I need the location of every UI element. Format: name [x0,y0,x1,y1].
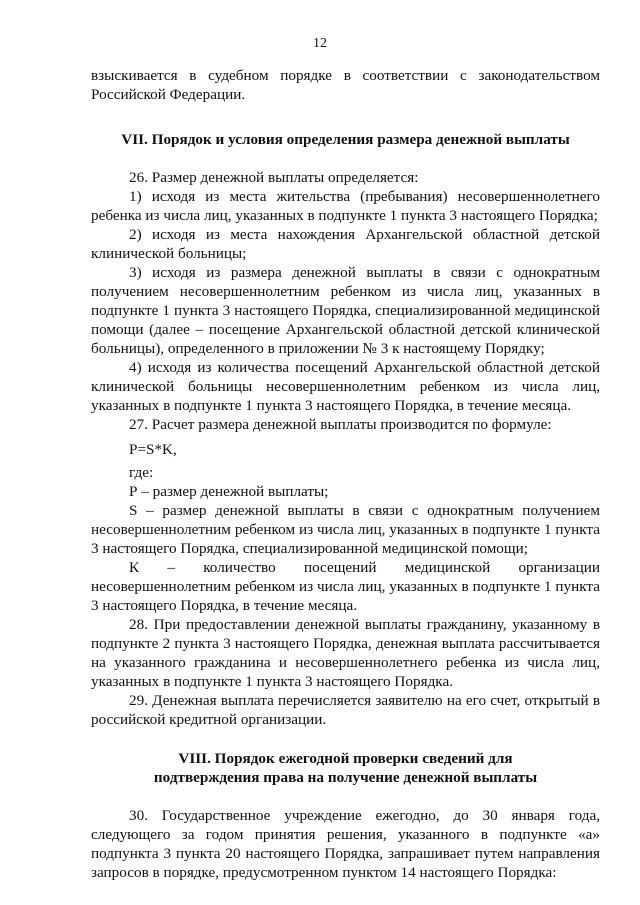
page-number: 12 [313,36,327,51]
paragraph-26-item-2: 2) исходя из места нахождения Архангельской областной детской клинической больницы; [91,226,600,262]
definition-s: S – размер денежной выплаты в связи с однократным получением несовершеннолетним ребенком из числа лиц, указанных в подпункте 1 пункта 3 настоящего Порядка, специализированной медицинской помощи; [91,502,600,557]
section-8-title-line-2: подтверждения права на получение денежной выплаты [153,769,538,786]
formula-where: где: [129,464,154,481]
paragraph-26-item-3: 3) исходя из размера денежной выплаты в связи с однократным получением несовершеннолетним ребенком из числа лиц, указанных в подпункте 1 пункта 3 настоящего Порядка, специализированной медицинской помощи (далее – посещение Архангельской областной детской клинической больницы), определенного в приложении № 3 к настоящему Порядку; [91,264,600,357]
paragraph-continuation: взыскивается в судебном порядке в соответствии с законодательством Российской Федерации. [91,67,600,103]
definition-k: К – количество посещений медицинской организации несовершеннолетним ребенком из числа лиц, указанных в подпункте 1 пункта 3 настоящего Порядка, в течение месяца. [91,559,600,614]
paragraph-26: 26. Размер денежной выплаты определяется: [129,169,419,186]
document-body [91,66,600,882]
paragraph-26-item-4: 4) исходя из количества посещений Архангельской областной детской клинической больницы несовершеннолетним ребенком из числа лиц, указанных в подпункте 1 пункта 3 настоящего Порядка, в течение месяца. [91,359,600,414]
paragraph-28: 28. При предоставлении денежной выплаты гражданину, указанному в подпункте 2 пункта 3 настоящего Порядка, денежная выплата рассчитывается на указанного гражданина и несовершеннолетнего ребенка из числа лиц, указанных в подпункте 1 пункта 3 настоящего Порядка. [91,616,600,690]
section-8-title [91,749,600,787]
paragraph-29: 29. Денежная выплата перечисляется заявителю на его счет, открытый в российской кредитной организации. [91,692,600,728]
section-7-title: VII. Порядок и условия определения размера денежной выплаты [121,131,570,148]
section-8-title-line-1: VIII. Порядок ежегодной проверки сведений для [178,750,513,767]
formula: P=S*K, [129,441,177,458]
paragraph-30: 30. Государственное учреждение ежегодно, до 30 января года, следующего за годом принятия решения, указанного в подпункте «а» подпункта 3 пункта 20 настоящего Порядка, запрашивает путем направления запросов в порядке, предусмотренном пунктом 14 настоящего Порядка: [91,807,600,881]
paragraph-27: 27. Расчет размера денежной выплаты производится по формуле: [129,416,552,433]
definition-p: Р – размер денежной выплаты; [129,483,329,500]
paragraph-26-item-1: 1) исходя из места жительства (пребывания) несовершеннолетнего ребенка из числа лиц, указанных в подпункте 1 пункта 3 настоящего Порядка; [91,188,600,224]
